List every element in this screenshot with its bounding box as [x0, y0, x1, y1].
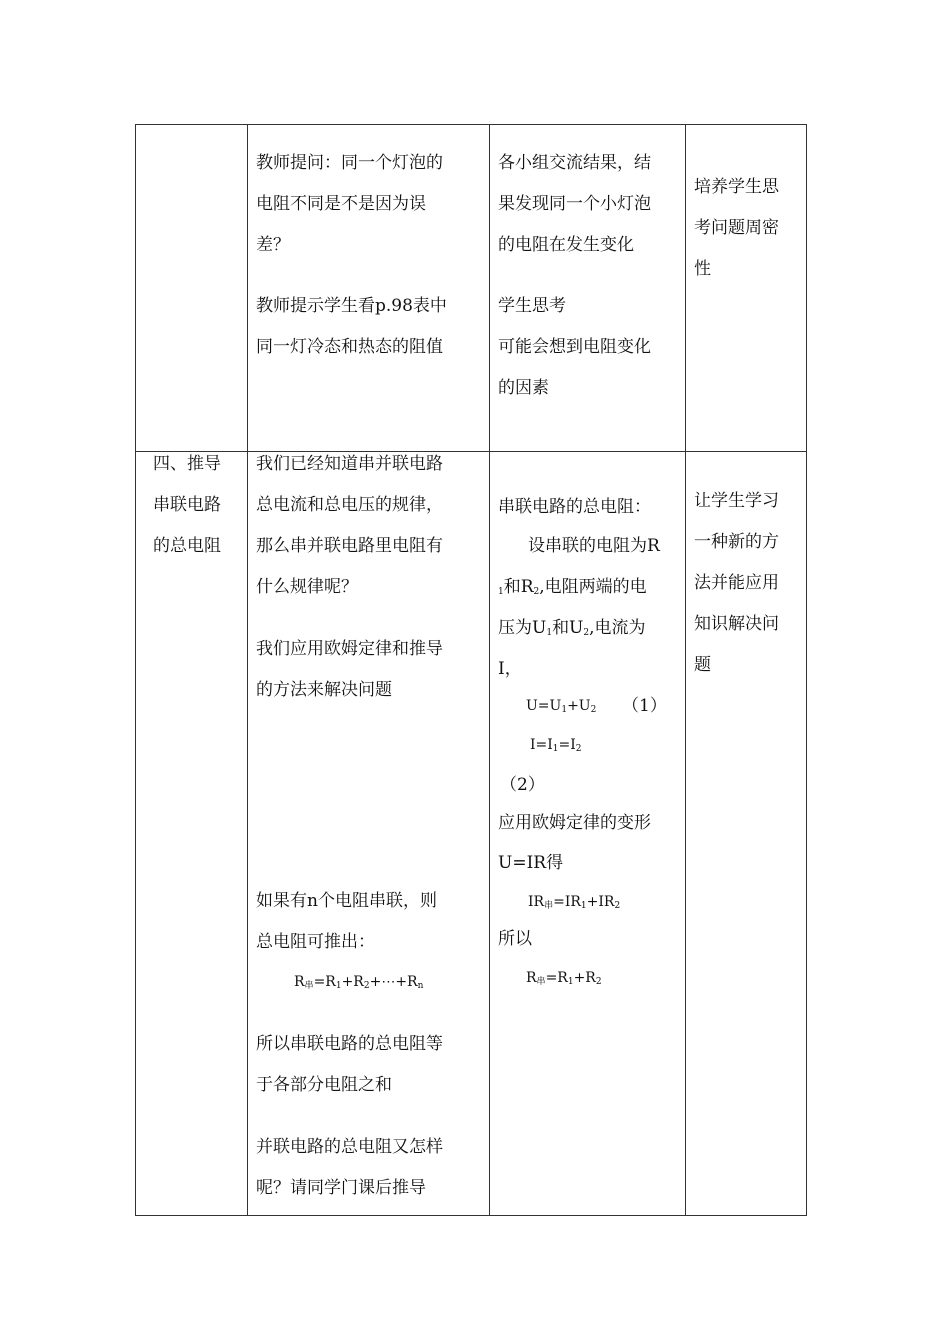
- row2-col3-equation2: $I=I_1=I_2$: [530, 737, 582, 754]
- row1-col2-question2: 教师提示学生看p.98表中 同一灯冷态和热态的阻值: [256, 296, 447, 357]
- row2-col3-heading: 串联电路的总电阻：: [498, 497, 651, 517]
- row2-col2-conclusion: 所以串联电路的总电阻等 于各部分电阻之和: [256, 1034, 443, 1095]
- row2-col3-line2: $_1$和$R_2$,电阻两端的电: [498, 577, 647, 597]
- row1-col2-question1: 教师提问：同一个灯泡的 电阻不同是不是因为误 差？: [256, 153, 443, 255]
- row1-col3-result: 各小组交流结果，结 果发现同一个小灯泡 的电阻在发生变化: [498, 153, 651, 255]
- row2-col3-equation3: $IR_串=IR_1+IR_2$: [528, 894, 621, 911]
- row2-col3-line1: 设串联的电阻为R: [528, 536, 660, 556]
- row-divider: [136, 451, 806, 452]
- row2-col3-equation1: $U=U_1+U_2$: [526, 698, 597, 715]
- row1-col3-thinking: 学生思考 可能会想到电阻变化 的因素: [498, 296, 651, 398]
- row2-col3-equation2-number: （2）: [500, 775, 545, 795]
- row2-col1-section-title: 四、推导 串联电路 的总电阻: [153, 454, 221, 556]
- row2-col2-intro: 我们已经知道串并联电路 总电流和总电压的规律， 那么串并联电路里电阻有 什么规律呢？: [256, 454, 443, 597]
- row2-col4-goal: 让学生学习 一种新的方 法并能应用 知识解决问 题: [694, 491, 779, 675]
- row2-col3-line4: I，: [498, 659, 522, 679]
- column-divider: [489, 125, 490, 1215]
- row2-col2-series-formula: $R_串=R_1+R_2+\cdots+R_n$: [294, 974, 424, 991]
- column-divider: [247, 125, 248, 1215]
- row2-col3-line6: U=IR得: [498, 853, 564, 873]
- row2-col2-method: 我们应用欧姆定律和推导 的方法来解决问题: [256, 639, 443, 700]
- row2-col3-line5: 应用欧姆定律的变形: [498, 813, 651, 833]
- column-divider: [685, 125, 686, 1215]
- row2-col2-homework: 并联电路的总电阻又怎样 呢？请同学门课后推导: [256, 1137, 443, 1198]
- row1-col4-goal: 培养学生思 考问题周密 性: [694, 177, 779, 279]
- row2-col3-line7: 所以: [498, 929, 532, 949]
- row2-col3-equation1-number: （1）: [622, 696, 667, 716]
- row2-col3-equation4: $R_串=R_1+R_2$: [526, 970, 602, 987]
- row2-col2-n-resistors: 如果有n个电阻串联，则 总电阻可推出：: [256, 891, 437, 952]
- row2-col3-line3: 压为$U_1$和$U_2$,电流为: [498, 618, 646, 638]
